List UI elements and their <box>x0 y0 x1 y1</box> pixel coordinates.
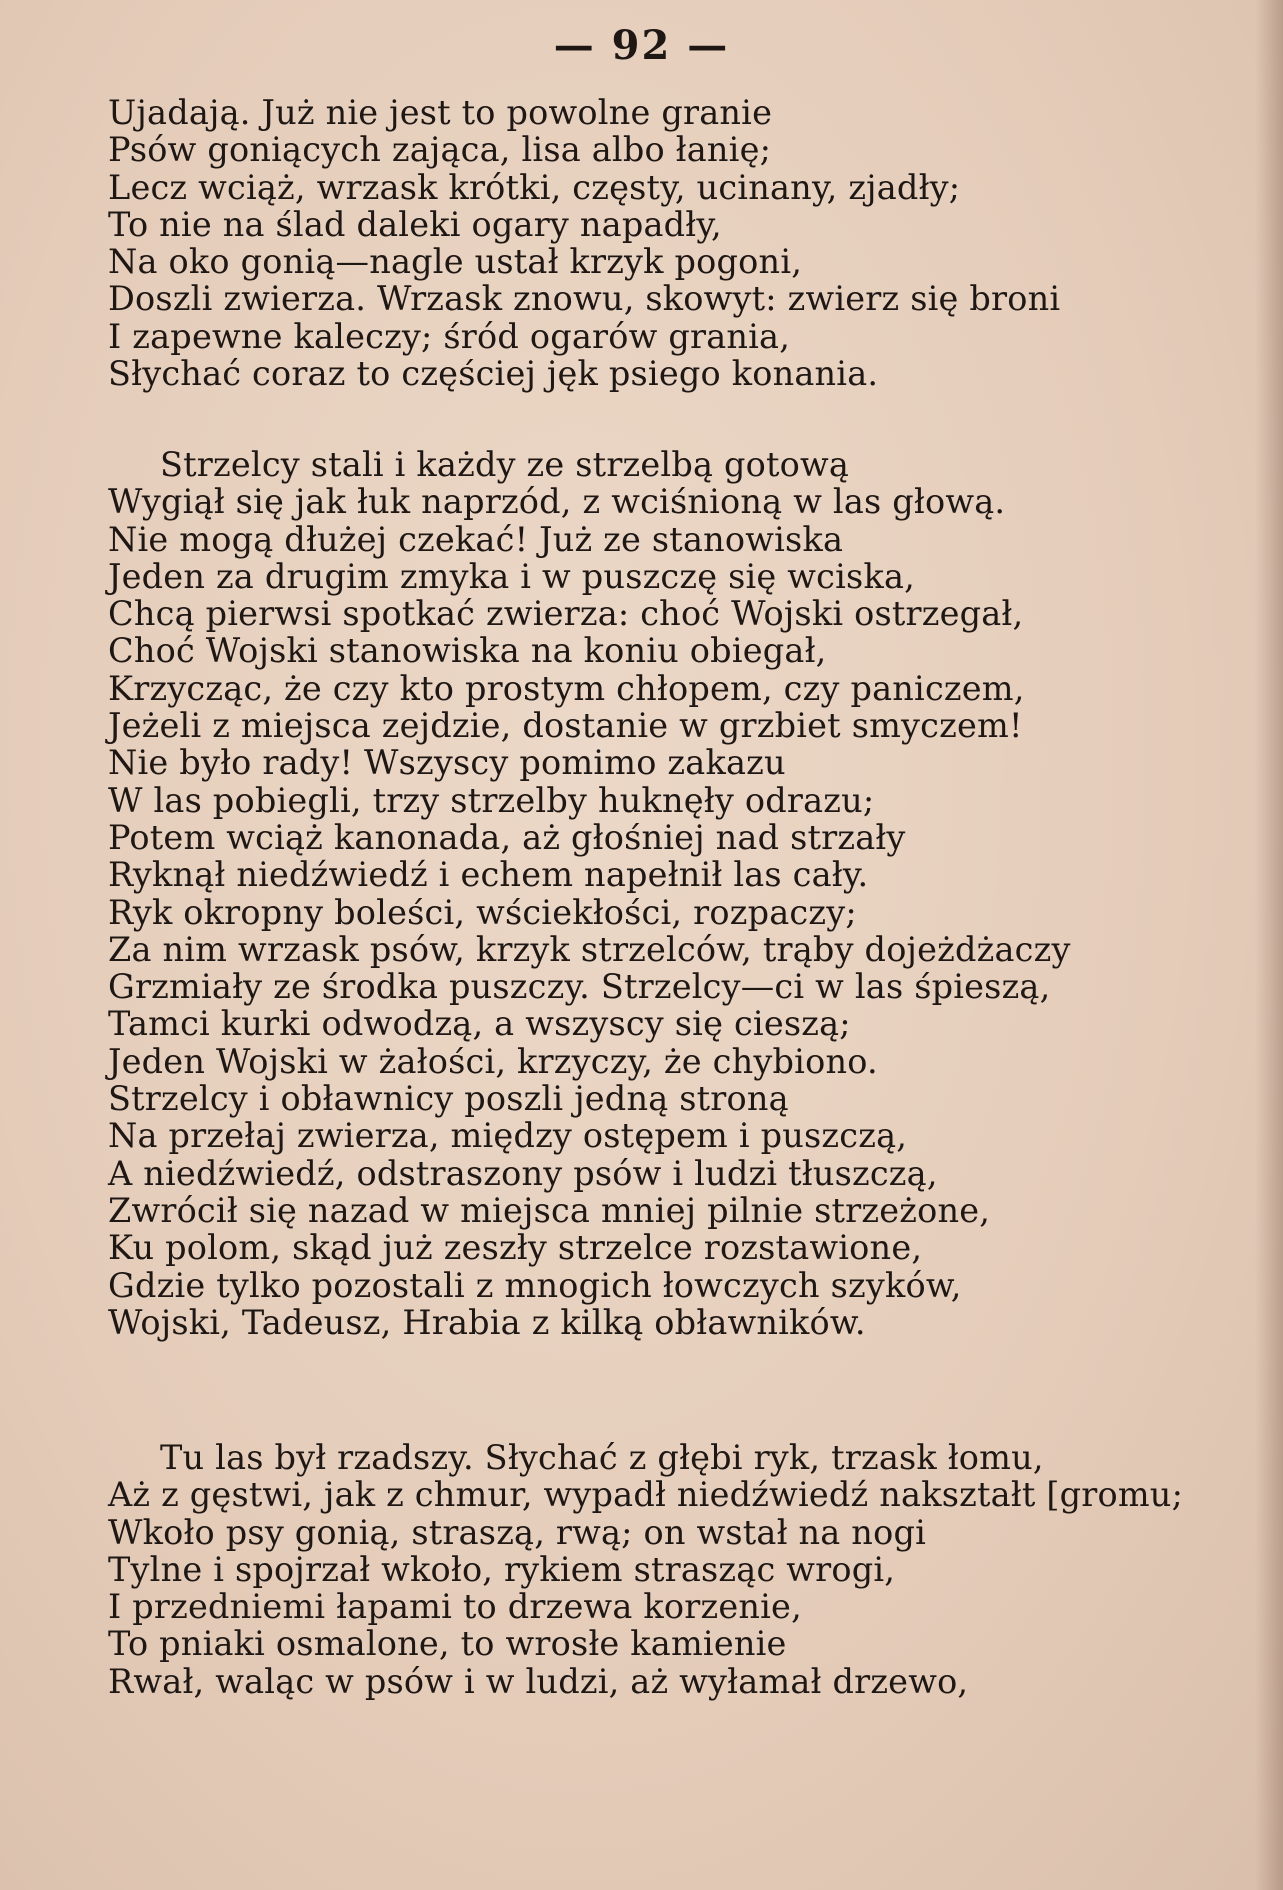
verse-line: Tu las był rzadszy. Słychać z głębi ryk, trzask łomu, <box>160 1438 1044 1477</box>
verse-line: Doszli zwierza. Wrzask znowu, skowyt: zwierz się broni <box>108 279 1061 319</box>
verse-line: Wojski, Tadeusz, Hrabia z kilką obławników. <box>108 1302 866 1342</box>
verse-line: To nie na ślad daleki ogary napadły, <box>108 204 722 244</box>
verse-line: Rwał, waląc w psów i w ludzi, aż wyłamał drzewo, <box>108 1661 969 1701</box>
verse-line: Ryknął niedźwiedź i echem napełnił las cały. <box>108 855 869 895</box>
verse-line: Tylne i spojrzał wkoło, rykiem strasząc wrogi, <box>108 1549 896 1589</box>
stanza <box>108 94 1188 392</box>
verse-line: W las pobiegli, trzy strzelby huknęły odrazu; <box>108 780 875 820</box>
verse-line: Ujadają. Już nie jest to powolne granie <box>108 93 773 132</box>
verse-line: Za nim wrzask psów, krzyk strzelców, trąby dojeżdżaczy <box>108 929 1071 969</box>
verse-line: I zapewne kaleczy; śród ogarów grania, <box>108 316 791 356</box>
verse-line: Wygiął się jak łuk naprzód, z wciśnioną w las głową. <box>108 482 1006 522</box>
verse-line: Strzelcy i obławnicy poszli jedną stroną <box>108 1079 789 1119</box>
verse-line: Nie było rady! Wszyscy pomimo zakazu <box>108 743 786 783</box>
verse-line: Na oko gonią—nagle ustał krzyk pogoni, <box>108 242 803 282</box>
verse-line: A niedźwiedź, odstraszony psów i ludzi tłuszczą, <box>108 1153 938 1193</box>
page-number: — 92 — <box>553 22 730 69</box>
stanza <box>108 1439 1188 1700</box>
verse-line: Potem wciąż kanonada, aż głośniej nad strzały <box>108 817 906 857</box>
verse-line: I przedniemi łapami to drzewa korzenie, <box>108 1587 802 1627</box>
verse-line: Krzycząc, że czy kto prostym chłopem, czy paniczem, <box>108 668 1025 708</box>
verse-line: Słychać coraz to częściej jęk psiego konania. <box>108 354 879 394</box>
verse-line: Na przełaj zwierza, między ostępem i puszczą, <box>108 1116 908 1156</box>
verse-line: Gdzie tylko pozostali z mnogich łowczych szyków, <box>108 1265 962 1305</box>
verse-line: Aż z gęstwi, jak z chmur, wypadł niedźwiedź nakształt [gromu; <box>108 1475 1184 1515</box>
verse-line: Tamci kurki odwodzą, a wszyscy się cieszą; <box>108 1004 851 1044</box>
verse-line: Grzmiały ze środka puszczy. Strzelcy—ci w las śpieszą, <box>108 967 1051 1007</box>
verse-line: Strzelcy stali i każdy ze strzelbą gotową <box>160 445 850 484</box>
page-gutter-shadow <box>1255 0 1283 1890</box>
verse-line: Nie mogą dłużej czekać! Już ze stanowiska <box>108 519 844 559</box>
verse-line: Zwrócił się nazad w miejsca mniej pilnie strzeżone, <box>108 1190 991 1230</box>
verse-line: To pniaki osmalone, to wrosłe kamienie <box>108 1624 787 1664</box>
verse-line: Jeżeli z miejsca zejdzie, dostanie w grzbiet smyczem! <box>108 706 1023 746</box>
verse-line: Choć Wojski stanowiska na koniu obiegał, <box>108 631 827 671</box>
verse-line: Ku polom, skąd już zeszły strzelce rozstawione, <box>108 1228 923 1268</box>
verse-line: Psów goniących zająca, lisa albo łanię; <box>108 130 772 170</box>
verse-line: Jeden za drugim zmyka i w puszczę się wciska, <box>108 556 915 596</box>
verse-line: Wkoło psy gonią, straszą, rwą; on wstał na nogi <box>108 1512 927 1552</box>
verse-line: Lecz wciąż, wrzask krótki, częsty, ucinany, zjadły; <box>108 167 961 207</box>
stanza <box>108 446 1188 1341</box>
verse-line: Chcą pierwsi spotkać zwierza: choć Wojski ostrzegał, <box>108 594 1024 634</box>
verse-line: Ryk okropny boleści, wściekłości, rozpaczy; <box>108 892 857 932</box>
verse-line: Jeden Wojski w żałości, krzyczy, że chybiono. <box>108 1041 878 1081</box>
